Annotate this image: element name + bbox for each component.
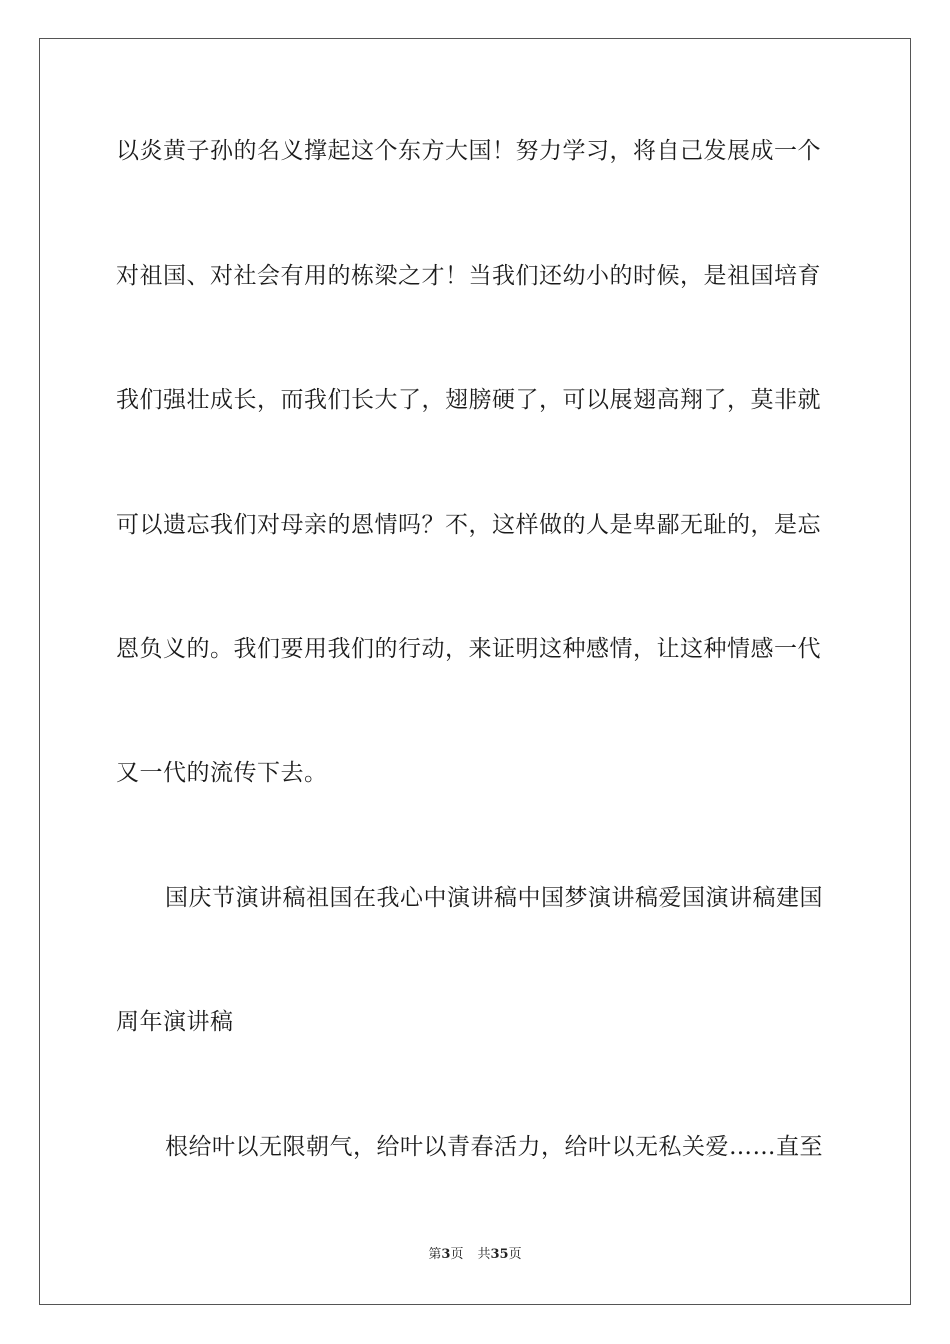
text-line-indented: 国庆节演讲稿祖国在我心中演讲稿中国梦演讲稿爱国演讲稿建国 bbox=[165, 885, 823, 911]
text-line: 又一代的流传下去。 bbox=[116, 760, 328, 786]
page-prefix: 第 bbox=[428, 1247, 442, 1262]
total-suffix: 页 bbox=[508, 1247, 522, 1262]
text-line: 可以遗忘我们对母亲的恩情吗？不，这样做的人是卑鄙无耻的，是忘 bbox=[116, 512, 821, 538]
text-line: 我们强壮成长，而我们长大了，翅膀硬了，可以展翅高翔了，莫非就 bbox=[116, 387, 821, 413]
text-line: 对祖国、对社会有用的栋梁之才！当我们还幼小的时候，是祖国培育 bbox=[116, 263, 821, 289]
page-footer bbox=[0, 1246, 950, 1264]
text-line: 周年演讲稿 bbox=[116, 1009, 234, 1035]
total-prefix: 共 bbox=[477, 1247, 491, 1262]
total-pages: 35 bbox=[490, 1247, 509, 1262]
page-border bbox=[39, 38, 911, 1305]
text-line-indented: 根给叶以无限朝气，给叶以青春活力，给叶以无私关爱……直至 bbox=[165, 1134, 823, 1160]
page-suffix: 页 bbox=[450, 1247, 464, 1262]
text-line: 恩负义的。我们要用我们的行动，来证明这种感情，让这种情感一代 bbox=[116, 636, 821, 662]
text-line: 以炎黄子孙的名义撑起这个东方大国！努力学习，将自己发展成一个 bbox=[116, 138, 821, 164]
page-number: 3 bbox=[441, 1247, 451, 1262]
